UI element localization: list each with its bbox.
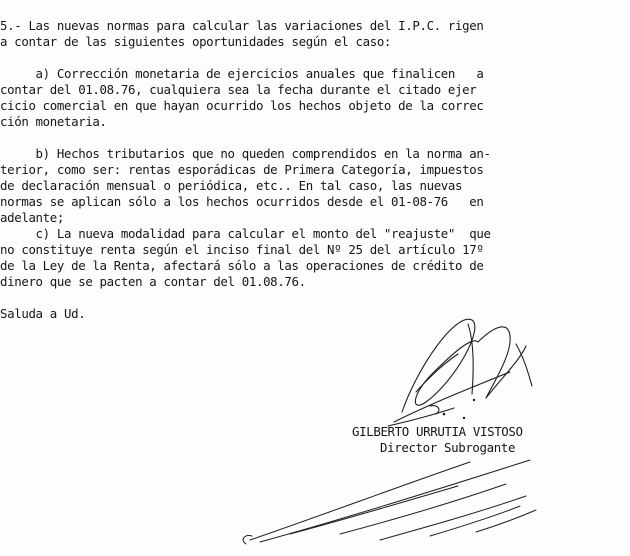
item-b-line-1: b) Hechos tributarios que no queden comprendidos en la norma an-: [0, 146, 491, 161]
item-c-line-1: c) La nueva modalidad para calcular el monto del "reajuste" que: [0, 226, 491, 241]
signatory-title: Director Subrogante: [380, 440, 516, 455]
item-c-line-2: no constituye renta según el inciso final del Nº 25 del artículo 17º: [0, 242, 484, 257]
item-b-line-3: de declaración mensual o periódica, etc.. En tal caso, las nuevas: [0, 178, 463, 193]
item-c-line-3: de la Ley de la Renta, afectará sólo a las operaciones de crédito de: [0, 258, 484, 273]
item-b-line-2: terior, como ser: rentas esporádicas de Primera Categoría, impuestos: [0, 162, 484, 177]
item-a-line-2: contar del 01.08.76, cualquiera sea la fecha durante el citado ejer: [0, 82, 477, 97]
signature-flourish-icon: [230, 440, 560, 550]
intro-line-2: a contar de las siguientes oportunidades según el caso:: [0, 34, 392, 49]
item-a-line-1: a) Corrección monetaria de ejercicios anuales que finalicen a: [0, 66, 484, 81]
signatory-name: GILBERTO URRUTIA VISTOSO: [352, 424, 523, 439]
item-c-line-4: dinero que se pacten a contar del 01.08.76.: [0, 274, 306, 289]
item-b-line-5: adelante;: [0, 210, 64, 225]
closing-line: Saluda a Ud.: [0, 306, 86, 321]
item-b-line-4: normas se aplican sólo a los hechos ocurridos desde el 01-08-76 en: [0, 194, 484, 209]
signature-icon: [360, 296, 560, 431]
intro-line-1: 5.- Las nuevas normas para calcular las variaciones del I.P.C. rigen: [0, 18, 484, 33]
item-a-line-3: cicio comercial en que hayan ocurrido los hechos objeto de la correc: [0, 98, 484, 113]
item-a-line-4: ción monetaria.: [0, 114, 107, 129]
